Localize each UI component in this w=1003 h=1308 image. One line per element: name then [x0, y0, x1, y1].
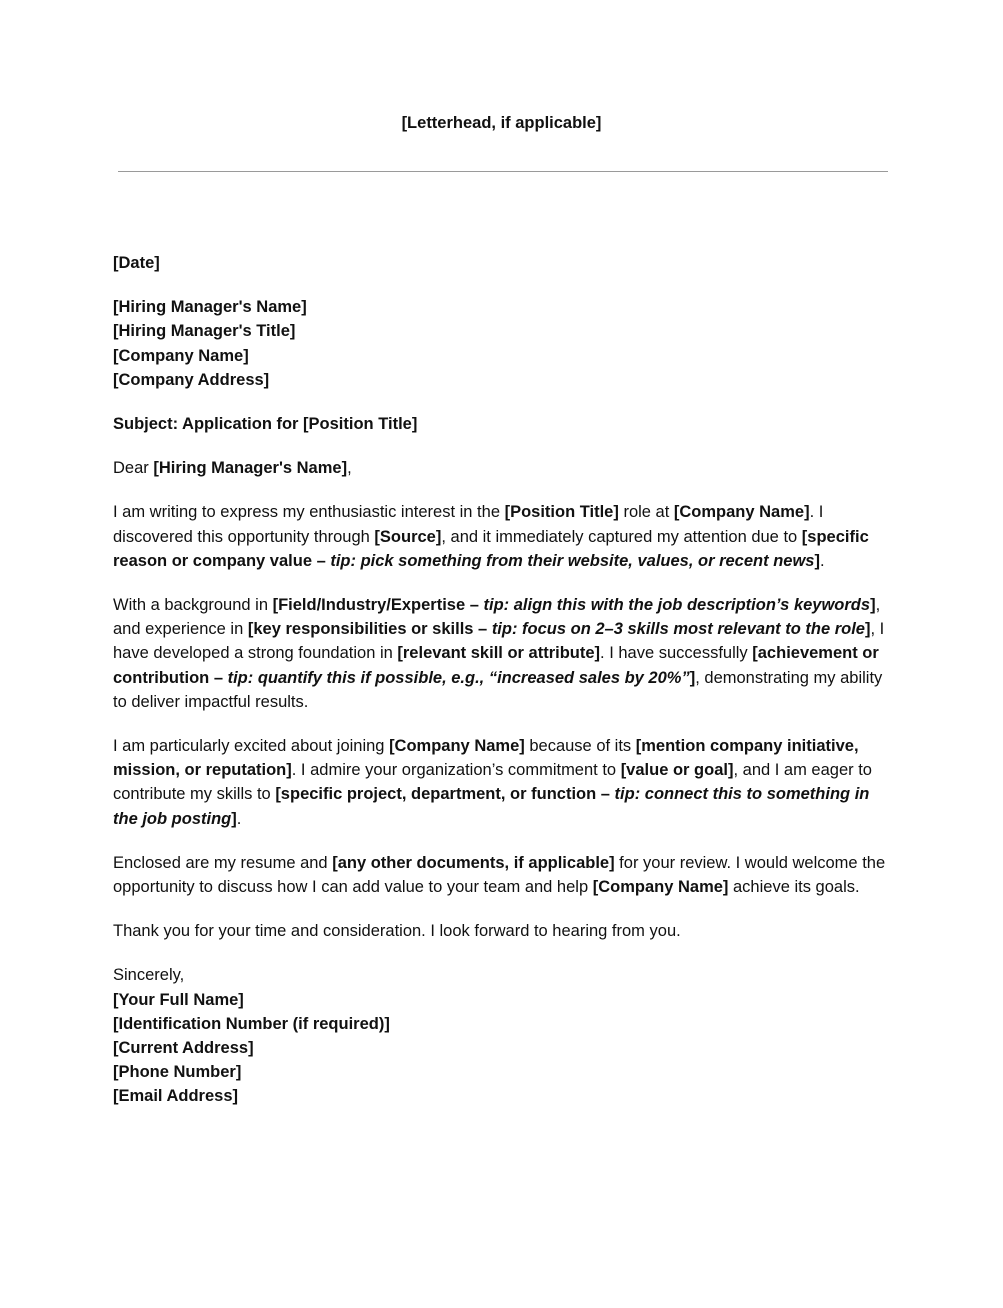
text: . I have successfully [600, 644, 753, 663]
text: I am writing to express my enthusiastic interest in the [113, 503, 505, 522]
greeting-prefix: Dear [113, 459, 154, 478]
paragraph-enclosures [113, 851, 889, 899]
text: . [819, 551, 825, 570]
placeholder: ] [231, 809, 237, 828]
sender-phone: [Phone Number] [113, 1063, 242, 1082]
placeholder: [achievement or contribution – [113, 644, 879, 687]
placeholder: [Company Name] [673, 503, 810, 522]
letterhead: [Letterhead, if applicable] [401, 114, 602, 132]
text: I am particularly excited about joining [113, 737, 390, 756]
placeholder: [specific reason or company value – [113, 527, 869, 570]
text: , and it immediately captured my attention due to [441, 527, 802, 546]
text: , and I am eager to contribute my skills to [113, 761, 872, 804]
text: role at [618, 503, 674, 522]
text: . [236, 809, 242, 828]
placeholder: [Company Name] [592, 878, 729, 897]
placeholder: [Company Name] [389, 737, 525, 756]
recipient-block [113, 295, 889, 392]
letter-body [113, 251, 889, 1129]
date: [Date] [113, 254, 160, 272]
placeholder: [key responsibilities or skills – [247, 620, 492, 639]
text: for your review. I would welcome the opportunity to discuss how I can add value to your team and help [113, 853, 886, 897]
text: , I have developed a strong foundation in [113, 620, 885, 663]
placeholder: ] [814, 551, 820, 570]
sender-name: [Your Full Name] [113, 990, 244, 1009]
text: . I discovered this opportunity through [113, 503, 824, 546]
text: achieve its goals. [728, 878, 860, 897]
tip: tip: align this with the job description’s keywords [483, 596, 871, 615]
placeholder: ] [689, 668, 696, 687]
placeholder: [specific project, department, or function – [275, 785, 615, 804]
text: because of its [524, 737, 636, 756]
sender-id-number: [Identification Number (if required)] [113, 1014, 390, 1033]
tip: tip: pick something from their website, values, or recent news [330, 551, 815, 570]
text: With a background in [113, 596, 273, 615]
paragraph-company-interest [113, 734, 889, 831]
closing-block [113, 963, 889, 1108]
tip: tip: connect this to something in the job posting [113, 785, 870, 828]
text: . I admire your organization’s commitment to [291, 761, 621, 780]
recipient-address: [Company Address] [113, 370, 270, 389]
text: , and experience in [113, 596, 881, 639]
placeholder: ] [870, 596, 876, 615]
placeholder: [mention company initiative, mission, or reputation] [113, 737, 859, 780]
sender-address: [Current Address] [113, 1039, 254, 1058]
recipient-name: [Hiring Manager's Name] [113, 298, 307, 317]
recipient-title: [Hiring Manager's Title] [113, 322, 296, 341]
paragraph-thanks: Thank you for your time and consideration. I look forward to hearing from you. [113, 922, 681, 941]
greeting-suffix: , [347, 459, 352, 478]
paragraph-intro [113, 500, 889, 573]
placeholder: [Position Title] [504, 503, 619, 522]
recipient-company: [Company Name] [113, 346, 249, 365]
greeting [113, 456, 889, 480]
text: , demonstrating my ability to deliver impactful results. [113, 668, 883, 711]
placeholder: [Source] [374, 527, 442, 546]
greeting-name: [Hiring Manager's Name] [153, 459, 348, 478]
text: Enclosed are my resume and [113, 853, 333, 872]
placeholder: [Field/Industry/Expertise – [272, 596, 484, 615]
tip: tip: quantify this if possible, e.g., “increased sales by 20%” [227, 668, 690, 687]
letterhead-divider [118, 171, 888, 172]
valediction: Sincerely, [113, 966, 185, 985]
sender-email: [Email Address] [113, 1087, 239, 1106]
placeholder: [any other documents, if applicable] [332, 853, 615, 872]
placeholder: [relevant skill or attribute] [397, 644, 601, 663]
placeholder: [value or goal] [620, 761, 734, 780]
tip: tip: focus on 2–3 skills most relevant to the role [491, 620, 865, 639]
paragraph-background [113, 593, 889, 714]
subject-line: Subject: Application for [Position Title] [113, 415, 418, 434]
placeholder: ] [865, 620, 871, 639]
